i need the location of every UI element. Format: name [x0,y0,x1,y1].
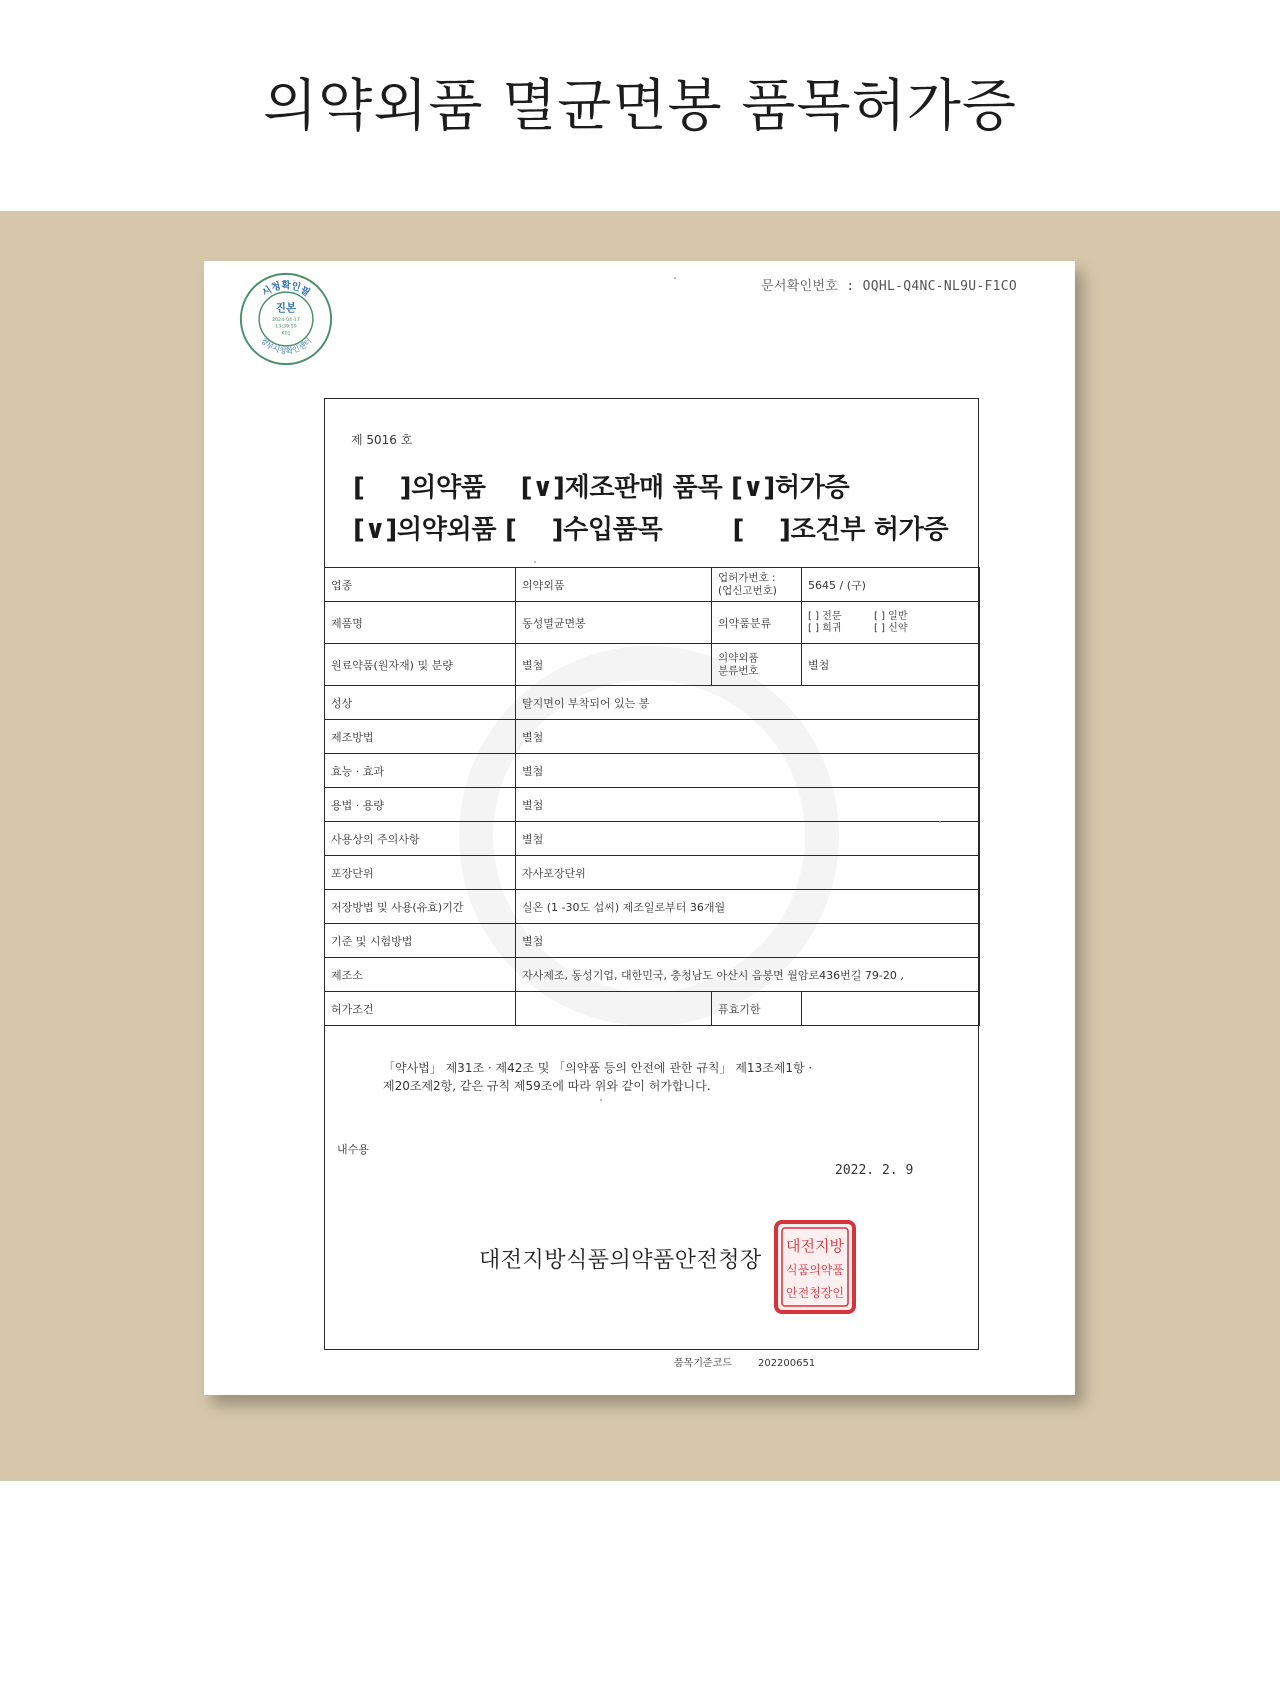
quasi-class-label-line-2: 분류번호 [718,664,759,677]
class-option-professional: [ ] 전문 [808,610,842,622]
certificate-heading-line-2: [∨]의약외품 [ ]수입품목 [ ]조건부 허가증 [353,515,949,545]
method-value: 별첨 [516,720,980,754]
svg-text:시청확인필 [260,279,313,299]
authenticity-round-stamp [238,271,334,367]
standard-value: 별첨 [516,924,980,958]
table-row [325,644,980,686]
industry-value: 의약외품 [516,568,712,602]
dosage-label: 용법 · 용량 [325,788,516,822]
quasi-class-value: 별첨 [802,644,980,686]
license-label-line-2: (업신고번호) [718,584,777,597]
table-row [325,822,980,856]
table-row [325,924,980,958]
code-label: 품목기준코드 [674,1358,732,1369]
drug-class-options [802,602,980,644]
condition-label: 허가조건 [325,992,516,1026]
product-standard-code [674,1354,841,1369]
class-option-new: [ ] 신약 [874,622,908,634]
condition-value [516,992,712,1026]
license-label-line-1: 업허가번호 : [718,571,776,584]
drug-class-label: 의약품분류 [712,602,802,644]
manufacturer-value: 자사제조, 동성기업, 대한민국, 충청남도 아산시 음봉면 월암로436번길 79-20 , [516,958,980,992]
table-row [325,890,980,924]
appearance-label: 성상 [325,686,516,720]
document-confirm-number: 문서확인번호 : OQHL-Q4NC-NL9U-F1CO [761,279,1017,294]
table-row [325,856,980,890]
seal-text-line-3: 안전청장인 [786,1286,844,1300]
table-row [325,958,980,992]
class-option-general: [ ] 일반 [874,610,908,622]
product-value: 동성멸균면봉 [516,602,712,644]
retention-label: 퓨효기한 [712,992,802,1026]
certificate-info-table [324,567,980,1026]
certificate-frame [324,398,979,1350]
stamp-center-text: 진본 [275,302,297,315]
table-row [325,754,980,788]
stamp-time: 13:39:59 [275,324,297,330]
retention-value [802,992,980,1026]
document-number: 제 5016 호 [351,433,413,447]
stamp-top-text: 시청확인필 [260,280,312,299]
certificate-paper [204,261,1075,1395]
seal-text-line-1: 대전지방 [786,1237,844,1255]
dosage-value: 별첨 [516,788,980,822]
page-title: 의약외품 멸균면봉 품목허가증 [263,74,1017,139]
recipient-label: 내수용 [337,1143,369,1156]
official-red-seal [773,1219,857,1315]
table-row [325,686,980,720]
stamp-date: 2024-04-17 [272,317,300,323]
industry-label: 업종 [325,568,516,602]
issue-date: 2022. 2. 9 [835,1163,914,1178]
storage-label: 저장방법 및 사용(유효)기간 [325,890,516,924]
packaging-label: 포장단위 [325,856,516,890]
table-row [325,788,980,822]
table-row [325,568,980,602]
manufacturer-label: 제조소 [325,958,516,992]
storage-value: 실온 (1 -30도 섭씨) 제조일로부터 36개월 [516,890,980,924]
efficacy-value: 별첨 [516,754,980,788]
stamp-id: K01 [281,331,291,337]
class-option-rare: [ ] 희귀 [808,622,842,634]
ingredient-label: 원료약품(원자재) 및 분량 [325,644,516,686]
seal-text-line-2: 식품의약품 [786,1263,844,1277]
table-row [325,992,980,1026]
license-value: 5645 / (구) [802,568,980,602]
appearance-value: 탈지면이 부착되어 있는 봉 [516,686,980,720]
code-value: 202200651 [757,1358,816,1369]
certificate-heading-line-1: [ ]의약품 [∨]제조판매 품목 [∨]허가증 [353,473,850,503]
issuing-authority: 대전지방식품의약품안전청장 [479,1248,762,1273]
license-label [712,568,802,602]
table-row [325,602,980,644]
efficacy-label: 효능 · 효과 [325,754,516,788]
packaging-value: 자사포장단위 [516,856,980,890]
standard-label: 기준 및 시험방법 [325,924,516,958]
precaution-value: 별첨 [516,822,980,856]
method-label: 제조방법 [325,720,516,754]
precaution-label: 사용상의 주의사항 [325,822,516,856]
quasi-class-label-line-1: 의약외품 [718,651,759,664]
table-row [325,720,980,754]
legal-basis-text: 「약사법」 제31조 · 제42조 및 「의약품 등의 안전에 관한 규칙」 제13조제1항 · 제20조제2항, 같은 규칙 제59조에 따라 위와 같이 허가합니다. [383,1061,813,1093]
quasi-class-label [712,644,802,686]
product-label: 제품명 [325,602,516,644]
stamp-bottom-text: 정부시청확인센터 [258,336,314,356]
ingredient-value: 별첨 [516,644,712,686]
